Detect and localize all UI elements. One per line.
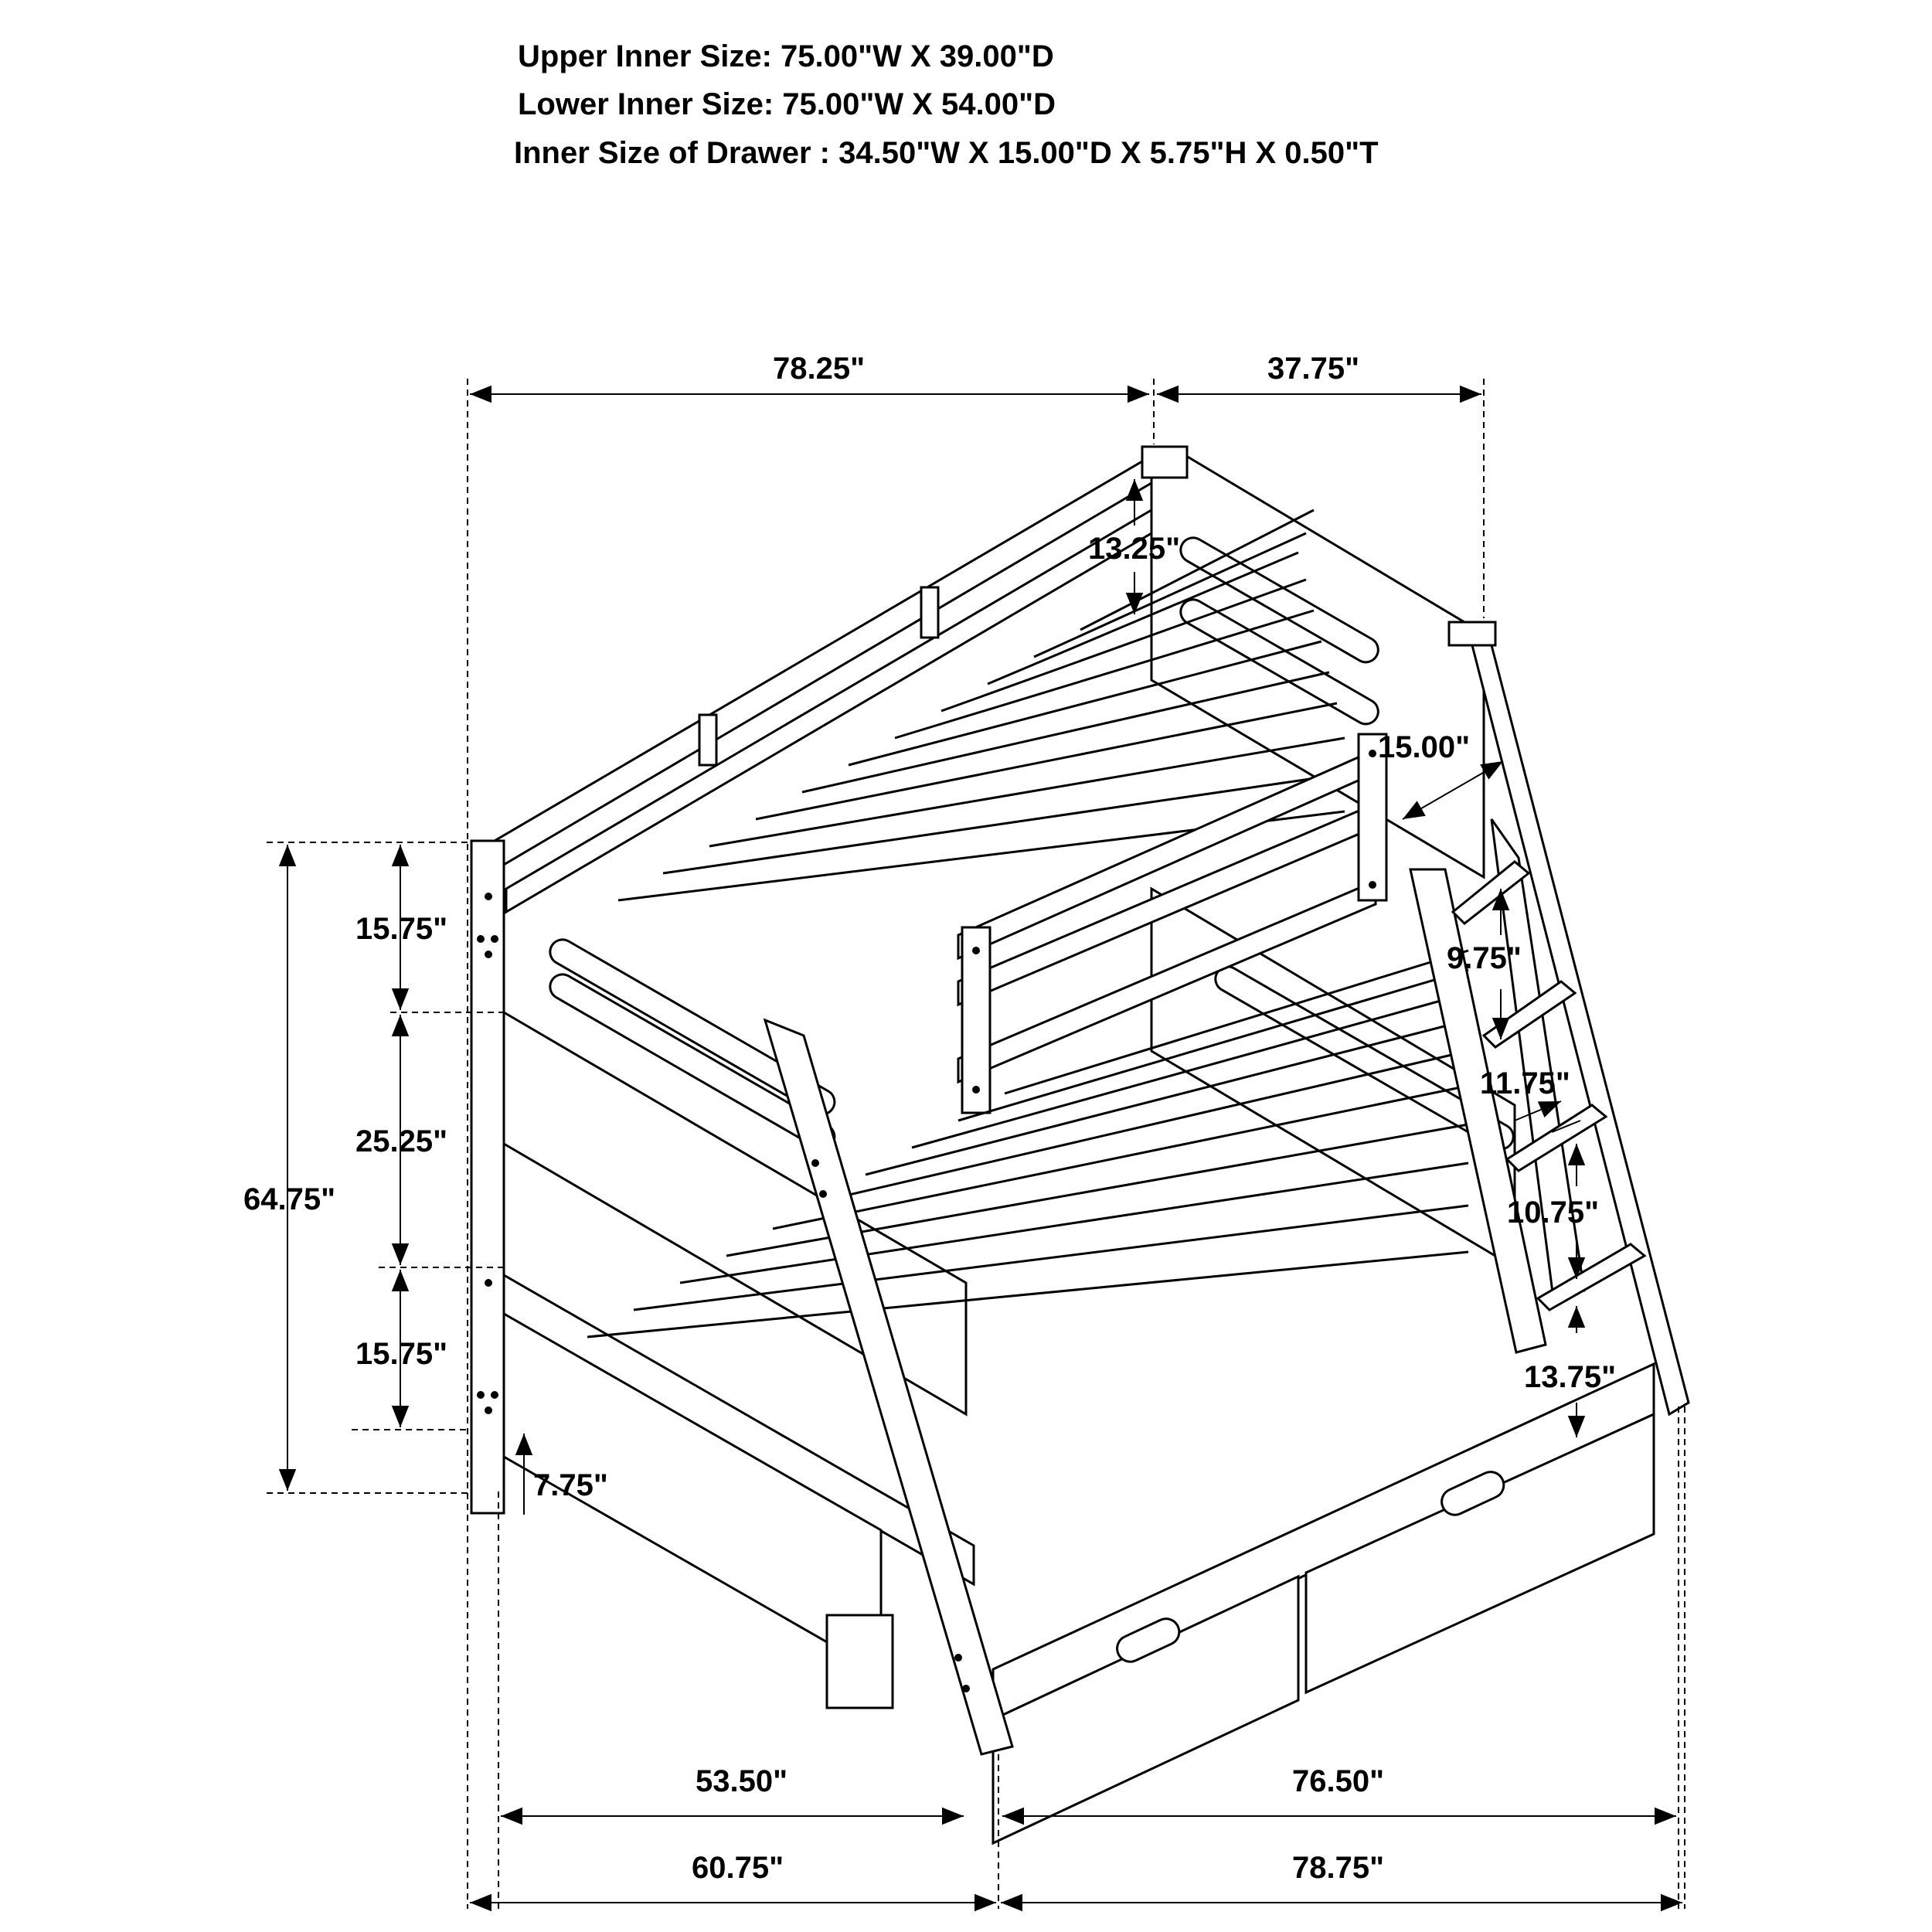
dim-bottom-depth-inner: 53.50" xyxy=(696,1764,788,1798)
dim-leg-clearance: 7.75" xyxy=(533,1468,608,1502)
dim-bottom-length-inner: 76.50" xyxy=(1292,1764,1385,1798)
dim-lower-panel: 15.75" xyxy=(355,1337,448,1371)
dim-overall-height: 64.75" xyxy=(243,1182,336,1216)
upper-inner-size: Upper Inner Size: 75.00"W X 39.00"D xyxy=(518,39,1054,73)
dim-bottom-length-outer: 78.75" xyxy=(1292,1851,1385,1885)
dim-middle-gap: 25.25" xyxy=(355,1124,448,1158)
dim-guardrail-height: 13.25" xyxy=(1088,532,1181,566)
dim-bottom-rung-height: 13.75" xyxy=(1524,1360,1617,1394)
bunk-bed-illustration xyxy=(471,447,1689,1843)
dim-rung-spacing-2: 11.75" xyxy=(1480,1066,1570,1100)
dim-rung-spacing-1: 9.75" xyxy=(1447,941,1522,975)
dim-bottom-depth-outer: 60.75" xyxy=(692,1851,784,1885)
dim-top-width: 78.25" xyxy=(773,352,866,386)
header xyxy=(514,39,1379,170)
lower-inner-size: Lower Inner Size: 75.00"W X 54.00"D xyxy=(518,87,1056,121)
dim-upper-panel: 15.75" xyxy=(355,912,448,946)
drawer-inner-size: Inner Size of Drawer : 34.50"W X 15.00"D X 5.75"H X 0.50"T xyxy=(514,136,1379,170)
dim-top-depth: 37.75" xyxy=(1267,352,1360,386)
dim-ladder-width: 15.00" xyxy=(1378,730,1471,764)
dim-rung-spacing-3: 10.75" xyxy=(1507,1196,1600,1230)
